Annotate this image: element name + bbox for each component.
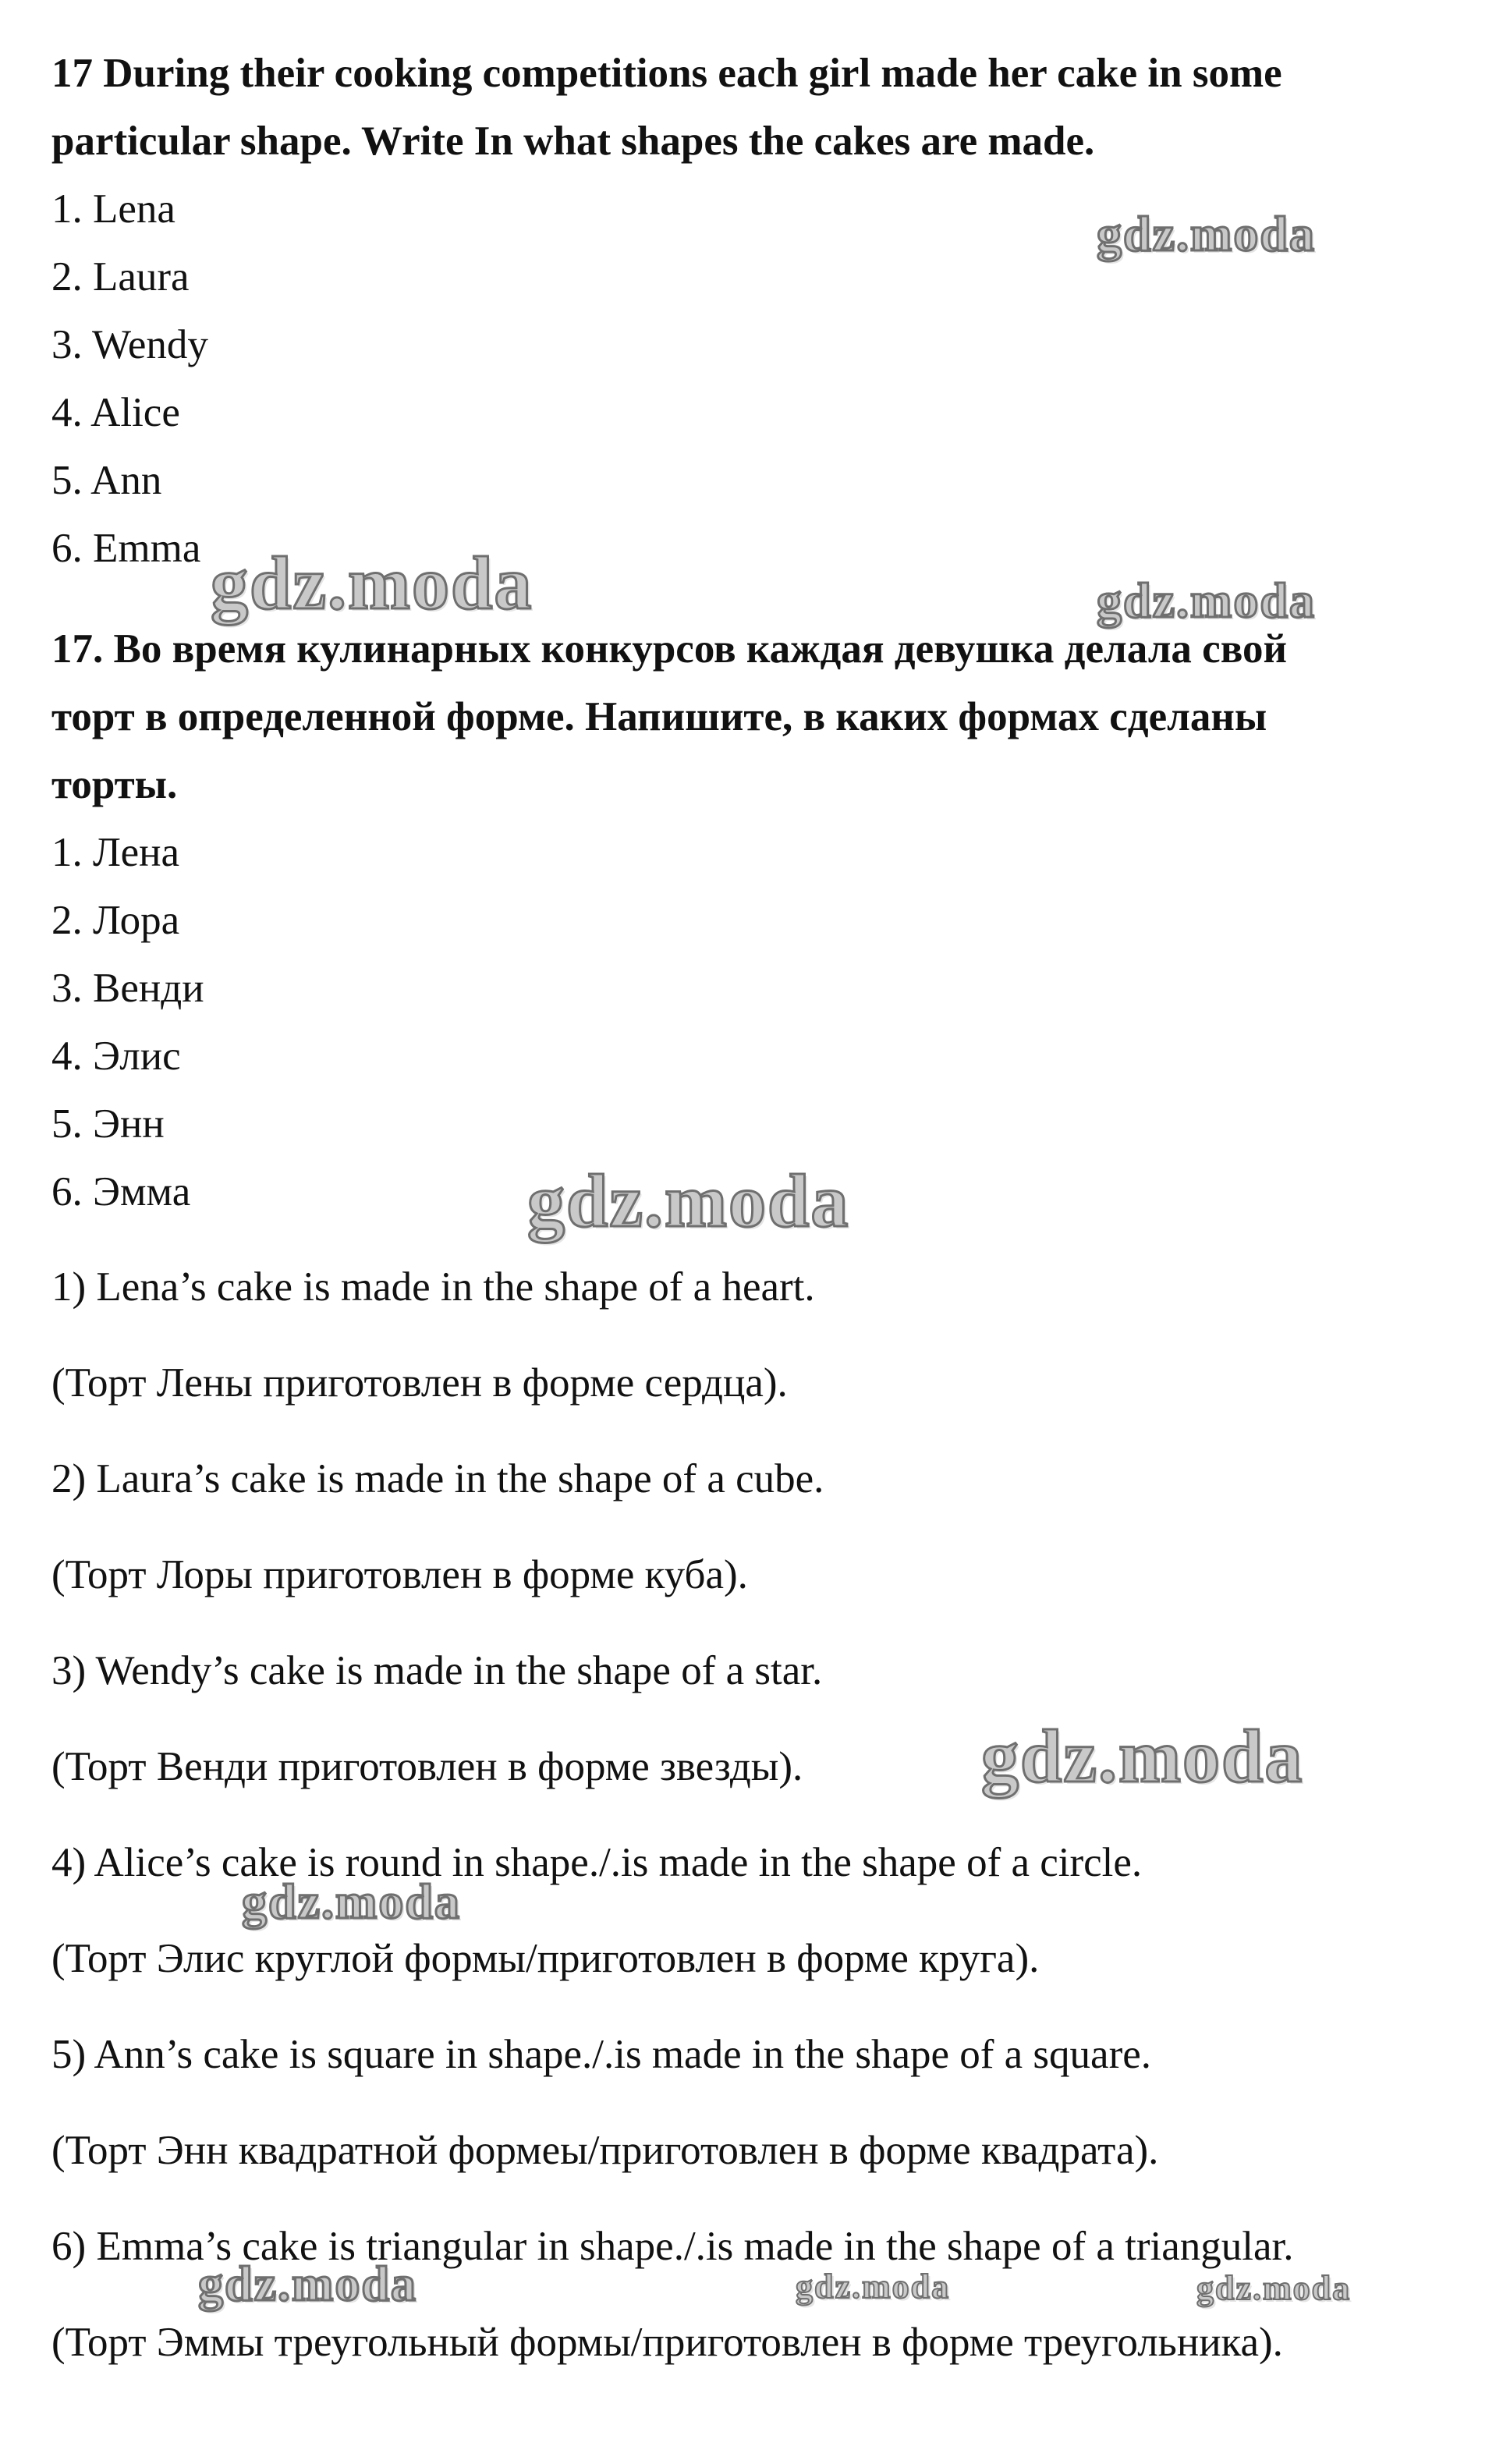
task-en-item: 5. Ann (51, 458, 162, 503)
task-ru-item: 2. Лора (51, 898, 180, 943)
answer-ru: (Торт Лоры приготовлен в форме куба). (51, 1552, 748, 1597)
task-ru-item: 1. Лена (51, 830, 179, 875)
task-en-item: 4. Alice (51, 390, 180, 435)
answer-ru: (Торт Лены приготовлен в форме сердца). (51, 1360, 788, 1406)
watermark: gdz.moda (198, 2256, 417, 2311)
task-en-item: 2. Laura (51, 254, 190, 300)
answer-en: 6) Emma’s cake is triangular in shape./.is made in the shape of a triangular. (51, 2224, 1294, 2269)
answer-en: 2) Laura’s cake is made in the shape of a cube. (51, 1456, 824, 1501)
task-ru-heading-line1: 17. Во время кулинарных конкурсов каждая девушка делала свой (51, 626, 1287, 672)
answer-ru: (Торт Эммы треугольный формы/приготовлен в форме треугольника). (51, 2320, 1283, 2365)
task-en-item: 6. Emma (51, 526, 201, 571)
answer-ru: (Торт Венди приготовлен в форме звезды). (51, 1744, 803, 1789)
task-en-heading-line1: 17 During their cooking competitions each girl made her cake in some (51, 51, 1282, 96)
task-en-item: 3. Wendy (51, 322, 208, 367)
answer-en: 4) Alice’s cake is round in shape./.is made in the shape of a circle. (51, 1840, 1143, 1885)
task-ru-heading-line2: торт в определенной форме. Напишите, в каких формах сделаны (51, 694, 1267, 739)
watermark: gdz.moda (1097, 206, 1316, 261)
task-ru-heading-line3: торты. (51, 762, 178, 807)
watermark: gdz.moda (242, 1874, 461, 1929)
task-ru-item: 3. Венди (51, 966, 204, 1011)
watermark: gdz.moda (527, 1159, 850, 1243)
task-ru-item: 4. Элис (51, 1033, 181, 1079)
task-ru-item: 6. Эмма (51, 1169, 191, 1214)
task-en-item: 1. Lena (51, 186, 175, 232)
answer-ru: (Торт Элис круглой формы/приготовлен в форме круга). (51, 1936, 1040, 1981)
watermark: gdz.moda (1097, 573, 1316, 628)
answer-en: 3) Wendy’s cake is made in the shape of a star. (51, 1648, 823, 1693)
answer-en: 5) Ann’s cake is square in shape./.is made in the shape of a square. (51, 2032, 1151, 2077)
answer-en: 1) Lena’s cake is made in the shape of a heart. (51, 1264, 815, 1310)
watermark: gdz.moda (796, 2267, 951, 2306)
task-ru-item: 5. Энн (51, 1101, 165, 1147)
watermark: gdz.moda (1196, 2269, 1352, 2307)
watermark: gdz.moda (211, 541, 533, 625)
watermark: gdz.moda (981, 1714, 1304, 1798)
task-en-heading-line2: particular shape. Write In what shapes the cakes are made. (51, 119, 1095, 164)
answer-ru: (Торт Энн квадратной формеы/приготовлен в форме квадрата). (51, 2128, 1159, 2173)
